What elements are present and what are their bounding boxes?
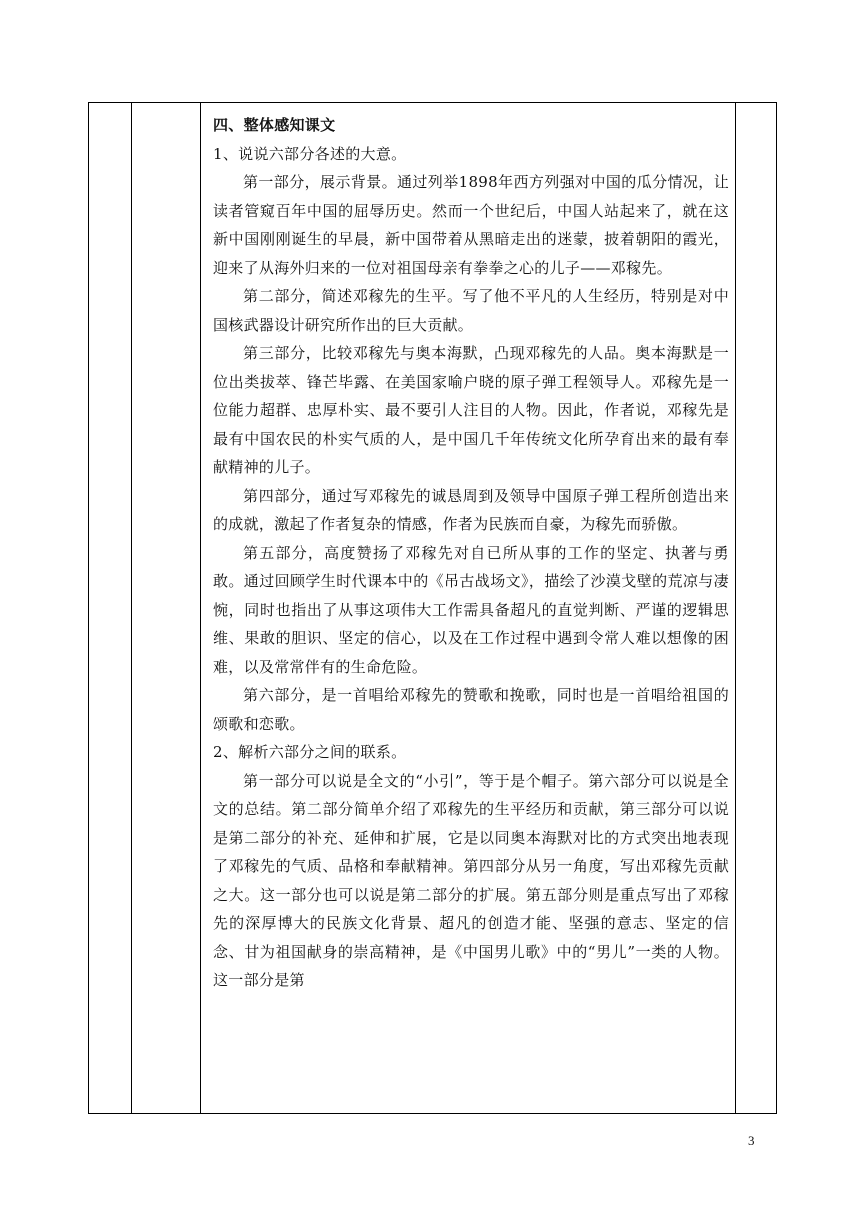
empty-cell-4 [736, 103, 777, 1114]
part-1-paragraph: 第一部分，展示背景。通过列举1898年西方列强对中国的瓜分情况，让读者管窥百年中国的屈辱历史。然而一个世纪后，中国人站起来了，就在这新中国刚刚诞生的早晨，新中国带着从黑暗走出的迷蒙，披着朝阳的霞光，迎来了从海外归来的一位对祖国母亲有拳拳之心的儿子——邓稼先。 [213, 173, 729, 277]
empty-cell-2 [132, 103, 201, 1114]
part-5-paragraph: 第五部分，高度赞扬了邓稼先对自已所从事的工作的坚定、执著与勇敢。通过回顾学生时代课本中的《吊古战场文》，描绘了沙漠戈壁的荒凉与凄惋，同时也指出了从事这项伟大工作需具备超凡的直觉判断、严谨的逻辑思维、果敢的胆识、坚定的信心，以及在工作过程中遇到令常人难以想像的困难，以及常常伴有的生命危险。 [213, 543, 729, 676]
empty-cell-1 [89, 103, 132, 1114]
content-block [201, 103, 735, 995]
lesson-plan-table [88, 102, 777, 1114]
page-number: 3 [748, 1133, 755, 1148]
section-heading: 四、整体感知课文 [213, 116, 336, 134]
analysis-paragraph: 第一部分可以说是全文的“小引”，等于是个帽子。第六部分可以说是全文的总结。第二部分简单介绍了邓稼先的生平经历和贡献，第三部分可以说是第二部分的补充、延伸和扩展，它是以同奥本海默对比的方式突出地表现了邓稼先的气质、品格和奉献精神。第四部分从另一角度，写出邓稼先贡献之大。这一部分也可以说是第二部分的扩展。第五部分则是重点写出了邓稼先的深厚博大的民族文化背景、超凡的创造才能、坚强的意志、坚定的信念、甘为祖国献身的崇高精神，是《中国男儿歌》中的“男儿”一类的人物。这一部分是第 [213, 771, 729, 989]
part-6-paragraph: 第六部分，是一首唱给邓稼先的赞歌和挽歌，同时也是一首唱给祖国的颂歌和恋歌。 [213, 686, 729, 733]
question-2: 2、解析六部分之间的联系。 [213, 743, 407, 761]
part-3-paragraph: 第三部分，比较邓稼先与奥本海默，凸现邓稼先的人品。奥本海默是一位出类拔萃、锋芒毕露、在美国家喻户晓的原子弹工程领导人。邓稼先是一位能力超群、忠厚朴实、最不要引人注目的人物。因此，作者说，邓稼先是最有中国农民的朴实气质的人，是中国几千年传统文化所孕育出来的最有奉献精神的儿子。 [213, 344, 729, 476]
part-4-paragraph: 第四部分，通过写邓稼先的诚恳周到及领导中国原子弹工程所创造出来的成就，激起了作者复杂的情感，作者为民族而自豪，为稼先而骄傲。 [213, 486, 729, 533]
content-cell [201, 103, 736, 1114]
table-row [89, 103, 777, 1114]
part-2-paragraph: 第二部分，简述邓稼先的生平。写了他不平凡的人生经历，特别是对中国核武器设计研究所作出的巨大贡献。 [213, 287, 729, 334]
question-1: 1、说说六部分各述的大意。 [213, 144, 407, 163]
